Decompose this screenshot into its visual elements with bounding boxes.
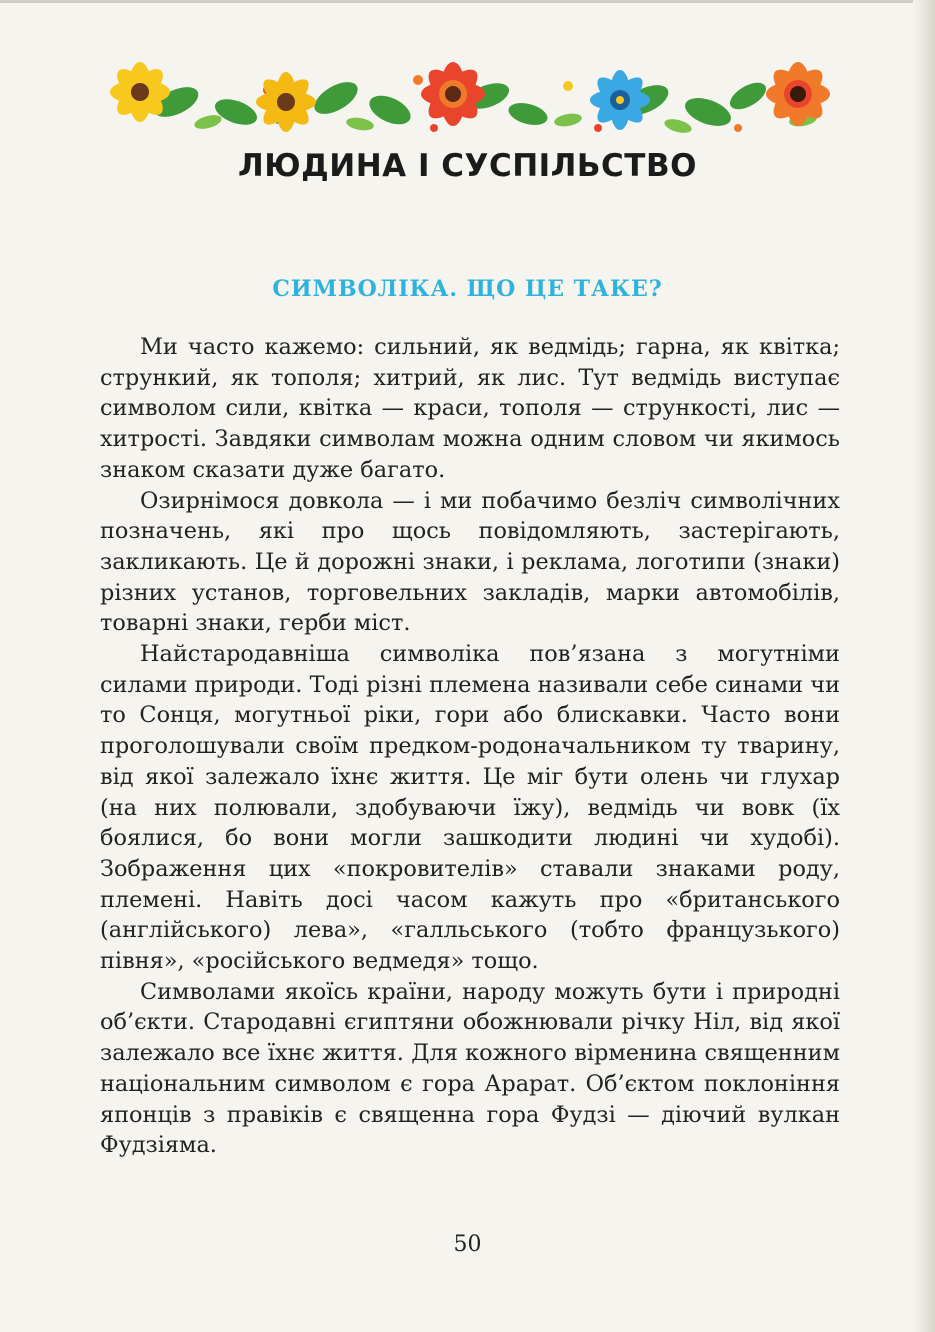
paragraph: Ми часто кажемо: сильний, як ведмідь; гарна, як квітка; стрункий, як тополя; хитрий, як лис. Тут ведмідь виступає символом сили, квітка — краси, тополя — стрункості, лис — хитрості. Завдяки символам можна одним словом чи якимось знаком сказати дуже багато. — [100, 334, 840, 483]
page-right-edge — [913, 0, 935, 1332]
flower-red — [421, 62, 485, 126]
paragraph: Найстародавніша символіка пов’язана з могутніми силами природи. Тоді різні племена називали себе синами чи то Сонця, могутньої ріки, гори або блискавки. Часто вони проголошували своїм предком-родоначальником ту тварину, від якої залежало їхнє життя. Це міг бути олень чи глухар (на них полювали, здобуваючи їжу), ведмідь чи вовк (їх боялися, бо вони могли зашкодити людині чи худобі). Зображення цих «покровителів» ставали знаками роду, племені. Навіть досі часом кажуть про «британського (англійського) лева», «галльського (тобто французького) півня», «російського ведмедя» тощо. — [100, 641, 840, 975]
flower-blue — [590, 70, 650, 130]
flower-yellow-1 — [110, 62, 170, 122]
flower-orange — [766, 62, 830, 126]
section-title: ЛЮДИНА І СУСПІЛЬСТВО — [238, 148, 697, 184]
flower-yellow-2 — [256, 72, 316, 132]
paragraph: Озирнімося довкола — і ми побачимо безліч символічних позначень, які про щось повідомляють, застерігають, закликають. Це й дорожні знаки, і реклама, логотипи (знаки) різних установ, торговельних закладів, марки автомобілів, товарні знаки, герби міст. — [100, 487, 840, 637]
page-top-edge — [0, 0, 935, 3]
article-title: СИМВОЛІКА. ЩО ЦЕ ТАКЕ? — [272, 276, 663, 302]
paragraph: Символами якоїсь країни, народу можуть бути і природні об’єкти. Стародавні єгиптяни обожнювали річку Ніл, від якої залежало все їхнє життя. Для кожного вірменина священним національним символом є гора Арарат. Об’єктом поклоніння японців з правіків є священна гора Фудзі — діючий вулкан Фудзіяма. — [100, 978, 840, 1159]
page-number: 50 — [453, 1232, 482, 1257]
floral-ornament-banner — [98, 50, 844, 140]
article-body — [100, 332, 840, 1161]
